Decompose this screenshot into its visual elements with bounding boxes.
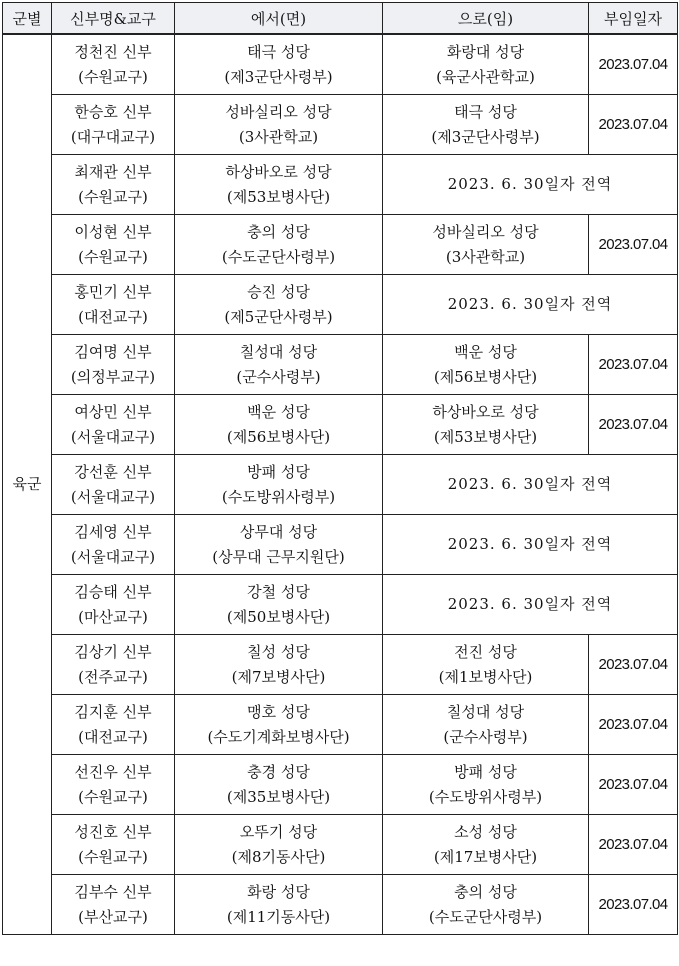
priest-name: 강선훈 신부 <box>74 462 152 481</box>
from-cell <box>175 34 383 95</box>
priest-cell <box>52 875 175 935</box>
to-church: 백운 성당 <box>454 342 517 361</box>
to-unit: (군수사령부) <box>443 727 528 746</box>
priest-name: 김세영 신부 <box>74 522 152 541</box>
to-church: 성바실리오 성당 <box>432 222 539 241</box>
priest-cell <box>52 695 175 755</box>
priest-name: 이성현 신부 <box>74 222 152 241</box>
from-church: 백운 성당 <box>247 402 310 421</box>
from-cell <box>175 815 383 875</box>
to-cell <box>383 695 589 755</box>
header-branch: 군별 <box>3 3 52 35</box>
date-cell: 2023.07.04 <box>589 34 678 95</box>
from-cell <box>175 395 383 455</box>
to-unit: (제53보병사단) <box>433 427 538 446</box>
table-header <box>3 3 678 35</box>
from-unit: (군수사령부) <box>236 367 321 386</box>
priest-diocese: (서울대교구) <box>70 547 156 566</box>
table-row <box>3 755 678 815</box>
to-cell <box>383 95 589 155</box>
header-date: 부임일자 <box>589 3 678 35</box>
table-row <box>3 95 678 155</box>
to-church: 소성 성당 <box>454 822 517 841</box>
priest-diocese: (수원교구) <box>78 247 148 266</box>
priest-name: 김승태 신부 <box>74 582 152 601</box>
table-row <box>3 155 678 215</box>
from-cell <box>175 575 383 635</box>
from-church: 화랑 성당 <box>247 882 310 901</box>
date-cell: 2023.07.04 <box>589 95 678 155</box>
from-cell <box>175 335 383 395</box>
table-body <box>3 34 678 935</box>
to-unit: (제17보병사단) <box>433 847 538 866</box>
priest-diocese: (대전교구) <box>78 727 148 746</box>
table-row <box>3 815 678 875</box>
table-row <box>3 515 678 575</box>
date-cell: 2023.07.04 <box>589 875 678 935</box>
table-row <box>3 34 678 95</box>
from-church: 하상바오로 성당 <box>225 162 332 181</box>
priest-diocese: (서울대교구) <box>70 427 156 446</box>
priest-cell <box>52 515 175 575</box>
to-unit: (제3군단사령부) <box>431 127 540 146</box>
to-church: 칠성대 성당 <box>446 702 525 721</box>
to-cell <box>383 335 589 395</box>
date-cell: 2023.07.04 <box>589 215 678 275</box>
from-cell <box>175 275 383 335</box>
priest-diocese: (부산교구) <box>78 907 148 926</box>
priest-diocese: (수원교구) <box>78 187 148 206</box>
branch-cell: 육군 <box>3 34 52 935</box>
date-cell: 2023.07.04 <box>589 635 678 695</box>
from-church: 충경 성당 <box>247 762 310 781</box>
priest-name: 한승호 신부 <box>74 102 152 121</box>
from-unit: (제7보병사단) <box>231 667 326 686</box>
to-unit: (제56보병사단) <box>433 367 538 386</box>
to-cell <box>383 815 589 875</box>
priest-cell <box>52 815 175 875</box>
priest-cell <box>52 215 175 275</box>
discharge-cell: 2023. 6. 30일자 전역 <box>383 275 678 335</box>
priest-name: 김지훈 신부 <box>74 702 152 721</box>
from-unit: (제35보병사단) <box>226 787 331 806</box>
from-unit: (제3군단사령부) <box>224 67 333 86</box>
priest-name: 최재관 신부 <box>74 162 152 181</box>
priest-diocese: (수원교구) <box>78 787 148 806</box>
from-unit: (3사관학교) <box>238 127 319 146</box>
from-unit: (제8기동사단) <box>231 847 326 866</box>
from-cell <box>175 155 383 215</box>
table-row <box>3 275 678 335</box>
from-unit: (제56보병사단) <box>226 427 331 446</box>
priest-name: 홍민기 신부 <box>74 282 152 301</box>
to-unit: (3사관학교) <box>445 247 526 266</box>
discharge-cell: 2023. 6. 30일자 전역 <box>383 515 678 575</box>
from-unit: (수도군단사령부) <box>221 247 336 266</box>
priest-name: 김여명 신부 <box>74 342 152 361</box>
date-cell: 2023.07.04 <box>589 695 678 755</box>
from-cell <box>175 455 383 515</box>
table-row <box>3 395 678 455</box>
to-church: 태극 성당 <box>454 102 517 121</box>
priest-name: 김부수 신부 <box>74 882 152 901</box>
to-cell <box>383 34 589 95</box>
to-church: 전진 성당 <box>454 642 517 661</box>
from-church: 칠성대 성당 <box>239 342 318 361</box>
table-row <box>3 455 678 515</box>
priest-name: 선진우 신부 <box>74 762 152 781</box>
to-church: 방패 성당 <box>454 762 517 781</box>
from-cell <box>175 515 383 575</box>
priest-cell <box>52 635 175 695</box>
priest-diocese: (전주교구) <box>78 667 148 686</box>
table-row <box>3 635 678 695</box>
priest-name: 여상민 신부 <box>74 402 152 421</box>
assignment-table <box>2 2 678 935</box>
priest-diocese: (의정부교구) <box>70 367 156 386</box>
date-cell: 2023.07.04 <box>589 755 678 815</box>
priest-cell <box>52 575 175 635</box>
priest-cell <box>52 275 175 335</box>
from-church: 성바실리오 성당 <box>225 102 332 121</box>
priest-cell <box>52 34 175 95</box>
table-row <box>3 875 678 935</box>
priest-diocese: (수원교구) <box>78 67 148 86</box>
to-cell <box>383 215 589 275</box>
to-cell <box>383 875 589 935</box>
header-to: 으로(임) <box>383 3 589 35</box>
from-cell <box>175 95 383 155</box>
priest-name: 정천진 신부 <box>74 42 152 61</box>
from-church: 태극 성당 <box>247 42 310 61</box>
from-unit: (제53보병사단) <box>226 187 331 206</box>
priest-cell <box>52 95 175 155</box>
to-cell <box>383 395 589 455</box>
to-unit: (제1보병사단) <box>438 667 533 686</box>
from-unit: (수도방위사령부) <box>221 487 336 506</box>
from-cell <box>175 755 383 815</box>
table-row <box>3 695 678 755</box>
priest-name: 김상기 신부 <box>74 642 152 661</box>
from-church: 오뚜기 성당 <box>239 822 318 841</box>
to-church: 화랑대 성당 <box>446 42 525 61</box>
from-cell <box>175 695 383 755</box>
from-church: 강철 성당 <box>247 582 310 601</box>
to-unit: (육군사관학교) <box>436 67 535 86</box>
date-cell: 2023.07.04 <box>589 335 678 395</box>
discharge-cell: 2023. 6. 30일자 전역 <box>383 455 678 515</box>
priest-cell <box>52 155 175 215</box>
priest-cell <box>52 455 175 515</box>
from-unit: (제5군단사령부) <box>224 307 333 326</box>
priest-cell <box>52 395 175 455</box>
priest-diocese: (서울대교구) <box>70 487 156 506</box>
from-unit: (제11기동사단) <box>226 907 331 926</box>
from-church: 방패 성당 <box>247 462 310 481</box>
to-unit: (수도방위사령부) <box>428 787 543 806</box>
date-cell: 2023.07.04 <box>589 815 678 875</box>
to-church: 충의 성당 <box>454 882 517 901</box>
to-cell <box>383 755 589 815</box>
header-priest: 신부명&교구 <box>52 3 175 35</box>
priest-diocese: (대구대교구) <box>70 127 156 146</box>
from-cell <box>175 215 383 275</box>
from-church: 상무대 성당 <box>239 522 318 541</box>
from-church: 승진 성당 <box>247 282 310 301</box>
from-unit: (제50보병사단) <box>226 607 331 626</box>
from-church: 충의 성당 <box>247 222 310 241</box>
priest-diocese: (마산교구) <box>78 607 148 626</box>
priest-diocese: (대전교구) <box>78 307 148 326</box>
table-row <box>3 575 678 635</box>
from-cell <box>175 635 383 695</box>
to-cell <box>383 635 589 695</box>
from-unit: (상무대 근무지원단) <box>212 547 345 566</box>
discharge-cell: 2023. 6. 30일자 전역 <box>383 155 678 215</box>
to-church: 하상바오로 성당 <box>432 402 539 421</box>
to-unit: (수도군단사령부) <box>428 907 543 926</box>
header-from: 에서(면) <box>175 3 383 35</box>
priest-cell <box>52 335 175 395</box>
priest-diocese: (수원교구) <box>78 847 148 866</box>
priest-cell <box>52 755 175 815</box>
discharge-cell: 2023. 6. 30일자 전역 <box>383 575 678 635</box>
table-row <box>3 335 678 395</box>
header-row <box>3 3 678 35</box>
from-unit: (수도기계화보병사단) <box>207 727 350 746</box>
from-church: 맹호 성당 <box>247 702 310 721</box>
from-church: 칠성 성당 <box>247 642 310 661</box>
from-cell <box>175 875 383 935</box>
priest-name: 성진호 신부 <box>74 822 152 841</box>
date-cell: 2023.07.04 <box>589 395 678 455</box>
table-row <box>3 215 678 275</box>
